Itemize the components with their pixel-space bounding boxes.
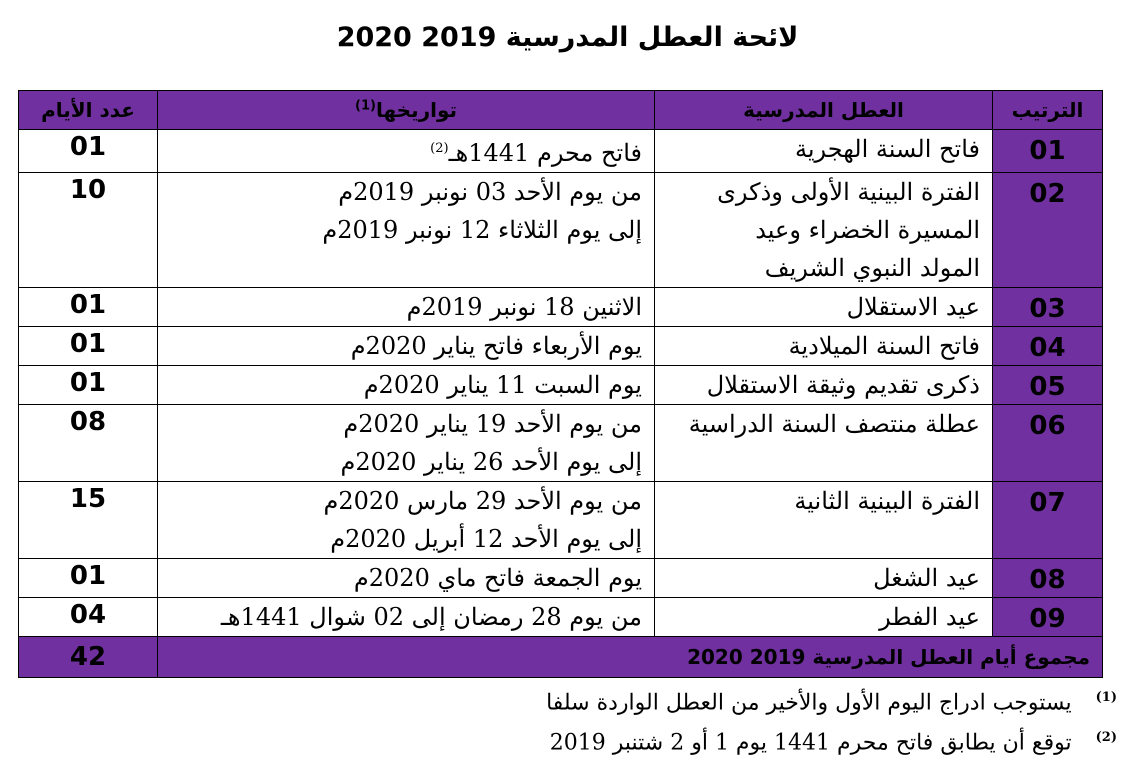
row-days: 15: [19, 482, 158, 559]
row-rank: 07: [993, 482, 1103, 559]
holiday-name-line: فاتح السنة الهجرية: [794, 135, 980, 163]
row-days: 01: [19, 327, 158, 366]
row-rank: 05: [993, 366, 1103, 405]
footnote-1: [546, 690, 1117, 715]
holiday-name-line: الفترة البينية الأولى وذكرى: [717, 178, 980, 206]
date-line: [170, 211, 642, 249]
row-dates: [158, 482, 655, 559]
footnote-2-mark: (2): [1095, 730, 1117, 745]
date-text: من يوم الأحد 29 مارس 2020م: [323, 487, 642, 515]
row-days: 01: [19, 130, 158, 173]
table-row: [19, 559, 1103, 598]
date-text: يوم الجمعة فاتح ماي 2020م: [353, 564, 642, 592]
date-text: إلى يوم الأحد 26 يناير 2020م: [340, 448, 642, 476]
date-line: [170, 130, 642, 172]
footnote-2: [550, 730, 1117, 755]
table-row: [19, 288, 1103, 327]
row-rank: 01: [993, 130, 1103, 173]
holiday-name-line: عطلة منتصف السنة الدراسية: [688, 410, 980, 438]
holiday-name-line: المسيرة الخضراء وعيد: [755, 216, 980, 244]
holiday-name-line: المولد النبوي الشريف: [764, 254, 980, 282]
row-holiday-name: [655, 482, 993, 559]
holiday-name-line: عيد الاستقلال: [846, 293, 980, 321]
table-row: [19, 130, 1103, 173]
date-text: إلى يوم الأحد 12 أبريل 2020م: [330, 525, 642, 553]
date-text: الاثنين 18 نونبر 2019م: [406, 293, 642, 321]
date-text: من يوم الأحد 19 يناير 2020م: [343, 410, 642, 438]
table-header-row: [19, 91, 1103, 130]
row-holiday-name: [655, 327, 993, 366]
header-rank: الترتيب: [993, 91, 1103, 130]
date-text: يوم الأربعاء فاتح يناير 2020م: [350, 332, 642, 360]
row-dates: [158, 559, 655, 598]
row-holiday-name: [655, 405, 993, 482]
row-dates: [158, 598, 655, 637]
footnote-1-mark: (1): [1095, 690, 1117, 705]
row-days: 01: [19, 366, 158, 405]
date-line: [170, 598, 642, 636]
holiday-name-line: ذكرى تقديم وثيقة الاستقلال: [706, 371, 980, 399]
table-row: [19, 598, 1103, 637]
row-holiday-name: [655, 130, 993, 173]
row-dates: [158, 366, 655, 405]
footnote-2-text: توقع أن يطابق فاتح محرم 1441 يوم 1 أو 2 شتنبر 2019: [549, 730, 1072, 756]
date-text: من يوم الأحد 03 نونبر 2019م: [338, 178, 642, 206]
total-label: مجموع أيام العطل المدرسية 2019 2020: [158, 637, 1103, 678]
row-days: 10: [19, 173, 158, 288]
holiday-name-line: عيد الشغل: [873, 564, 980, 592]
footnote-1-text: يستوجب ادراج اليوم الأول والأخير من العطل الواردة سلفا: [546, 690, 1072, 716]
row-dates: [158, 327, 655, 366]
row-dates: [158, 130, 655, 173]
date-line: [170, 520, 642, 558]
holiday-name-line: فاتح السنة الميلادية: [788, 332, 980, 360]
holiday-name-line: الفترة البينية الثانية: [794, 487, 980, 515]
row-days: 04: [19, 598, 158, 637]
row-rank: 02: [993, 173, 1103, 288]
date-text: فاتح محرم 1441هـ: [448, 139, 642, 167]
holiday-name-line: عيد الفطر: [879, 603, 980, 631]
date-line: [170, 559, 642, 597]
date-line: [170, 173, 642, 211]
date-line: [170, 288, 642, 326]
header-dates: [158, 91, 655, 130]
date-text: يوم السبت 11 يناير 2020م: [363, 371, 642, 399]
row-dates: [158, 173, 655, 288]
total-days: 42: [19, 637, 158, 678]
row-holiday-name: [655, 366, 993, 405]
table-row: [19, 327, 1103, 366]
row-rank: 04: [993, 327, 1103, 366]
row-holiday-name: [655, 598, 993, 637]
date-line: [170, 366, 642, 404]
header-dates-label: تواريخها: [375, 98, 457, 122]
row-rank: 09: [993, 598, 1103, 637]
row-rank: 03: [993, 288, 1103, 327]
row-dates: [158, 405, 655, 482]
row-dates: [158, 288, 655, 327]
table-row: [19, 173, 1103, 288]
date-text: من يوم 28 رمضان إلى 02 شوال 1441هـ: [220, 603, 642, 631]
date-line: [170, 327, 642, 365]
row-rank: 08: [993, 559, 1103, 598]
row-holiday-name: [655, 173, 993, 288]
date-line: [170, 482, 642, 520]
row-holiday-name: [655, 559, 993, 598]
row-days: 01: [19, 559, 158, 598]
header-dates-note: (1): [354, 98, 376, 114]
header-days: عدد الأيام: [19, 91, 158, 130]
table-row: [19, 482, 1103, 559]
table-row: [19, 405, 1103, 482]
row-holiday-name: [655, 288, 993, 327]
total-row: [19, 637, 1103, 678]
table-row: [19, 366, 1103, 405]
row-days: 01: [19, 288, 158, 327]
date-text: إلى يوم الثلاثاء 12 نونبر 2019م: [322, 216, 642, 244]
holidays-table: [18, 90, 1103, 678]
row-days: 08: [19, 405, 158, 482]
page-title: لائحة العطل المدرسية 2019 2020: [336, 22, 799, 53]
row-rank: 06: [993, 405, 1103, 482]
date-note: (2): [430, 141, 449, 156]
header-holiday: العطل المدرسية: [655, 91, 993, 130]
date-line: [170, 405, 642, 443]
date-line: [170, 443, 642, 481]
